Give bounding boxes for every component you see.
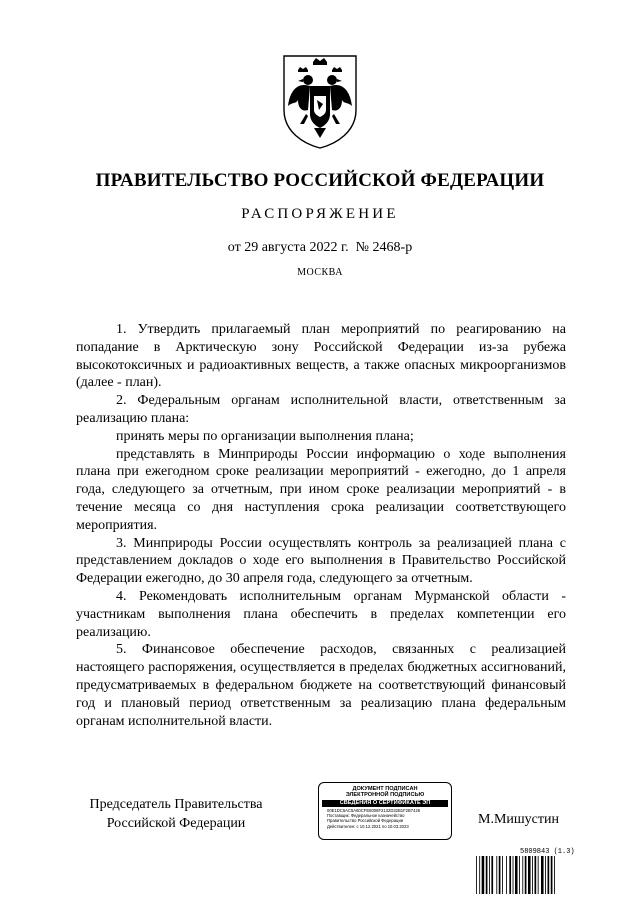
barcode-icon (476, 856, 576, 894)
document-date: от 29 августа 2022 г. (227, 240, 349, 255)
government-title: ПРАВИТЕЛЬСТВО РОССИЙСКОЙ ФЕДЕРАЦИИ (95, 170, 545, 191)
paragraph: представлять в Минприроды России информацию о ходе выполнения плана при ежегодном сроке реализации мероприятий - ежегодно, до 1 апреля года, следующего за отчетным, при ином сроке реализации мероприятий - в течение месяца со дня наступления срока реализации соответствующего мероприятия. (76, 446, 566, 533)
barcode-number: 5809843 (1.3) (520, 848, 575, 856)
paragraph: 2. Федеральным органам исполнительной власти, ответственным за реализацию плана: (76, 393, 566, 426)
document-type: РАСПОРЯЖЕНИЕ (241, 206, 399, 222)
paragraph: принять меры по организации выполнения плана; (116, 428, 414, 444)
stamp-line: ДОКУМЕНТ ПОДПИСАН (352, 786, 418, 792)
stamp-line: ЭЛЕКТРОННОЙ ПОДПИСЬЮ (345, 792, 425, 799)
stamp-issuer: Поставщик: Федеральное казначейство (327, 813, 405, 818)
paragraph: 5. Финансовое обеспечение расходов, связанных с реализацией настоящего распоряжения, осуществляется в пределах бюджетных ассигнований, предусматриваемых в федеральном бюджете на соответствующий финансовый год и плановый период ответственным за реализацию плана федеральным органам исполнительной власти. (76, 642, 566, 729)
position-line: Председатель Правительства (89, 797, 263, 812)
signatory-name: М.Мишустин (478, 812, 559, 827)
electronic-signature-stamp (318, 782, 452, 840)
city: МОСКВА (297, 267, 343, 278)
stamp-header (319, 783, 451, 799)
stamp-owner: Правительство Российской Федерации (327, 818, 404, 824)
paragraph: 3. Минприроды России осуществлять контроль за реализацией плана с представлением докладов о ходе его выполнения в Правительство Российской Федерации ежегодно, до 30 апреля года, следующего за отчетным. (76, 535, 566, 587)
position-line: Российской Федерации (106, 816, 246, 831)
document-number: № 2468-р (355, 240, 413, 255)
document-body (76, 321, 566, 730)
russian-double-headed-eagle-icon (280, 52, 360, 150)
document-date-line (0, 240, 640, 256)
stamp-certificate-band: СВЕДЕНИЯ О СЕРТИФИКАТЕ ЭП (322, 800, 448, 807)
paragraph: 4. Рекомендовать исполнительным органам Мурманской области - участникам выполнения плана обеспечить в пределах компетенции его реализацию. (76, 588, 566, 640)
stamp-validity: Действителен: с 10.12.2021 по 10.03.2023 (327, 823, 409, 829)
stamp-serial: 00E1DC5AC5A60CFE8008F2132D32B1F2B7426 (327, 807, 421, 813)
paragraph: 1. Утвердить прилагаемый план мероприятий по реагированию на попадание в Арктическую зону Российской Федерации из-за рубежа высокотоксичных и радиоактивных веществ, а также опасных микроорганизмов (далее - план). (76, 322, 566, 391)
signatory-position (76, 795, 276, 833)
